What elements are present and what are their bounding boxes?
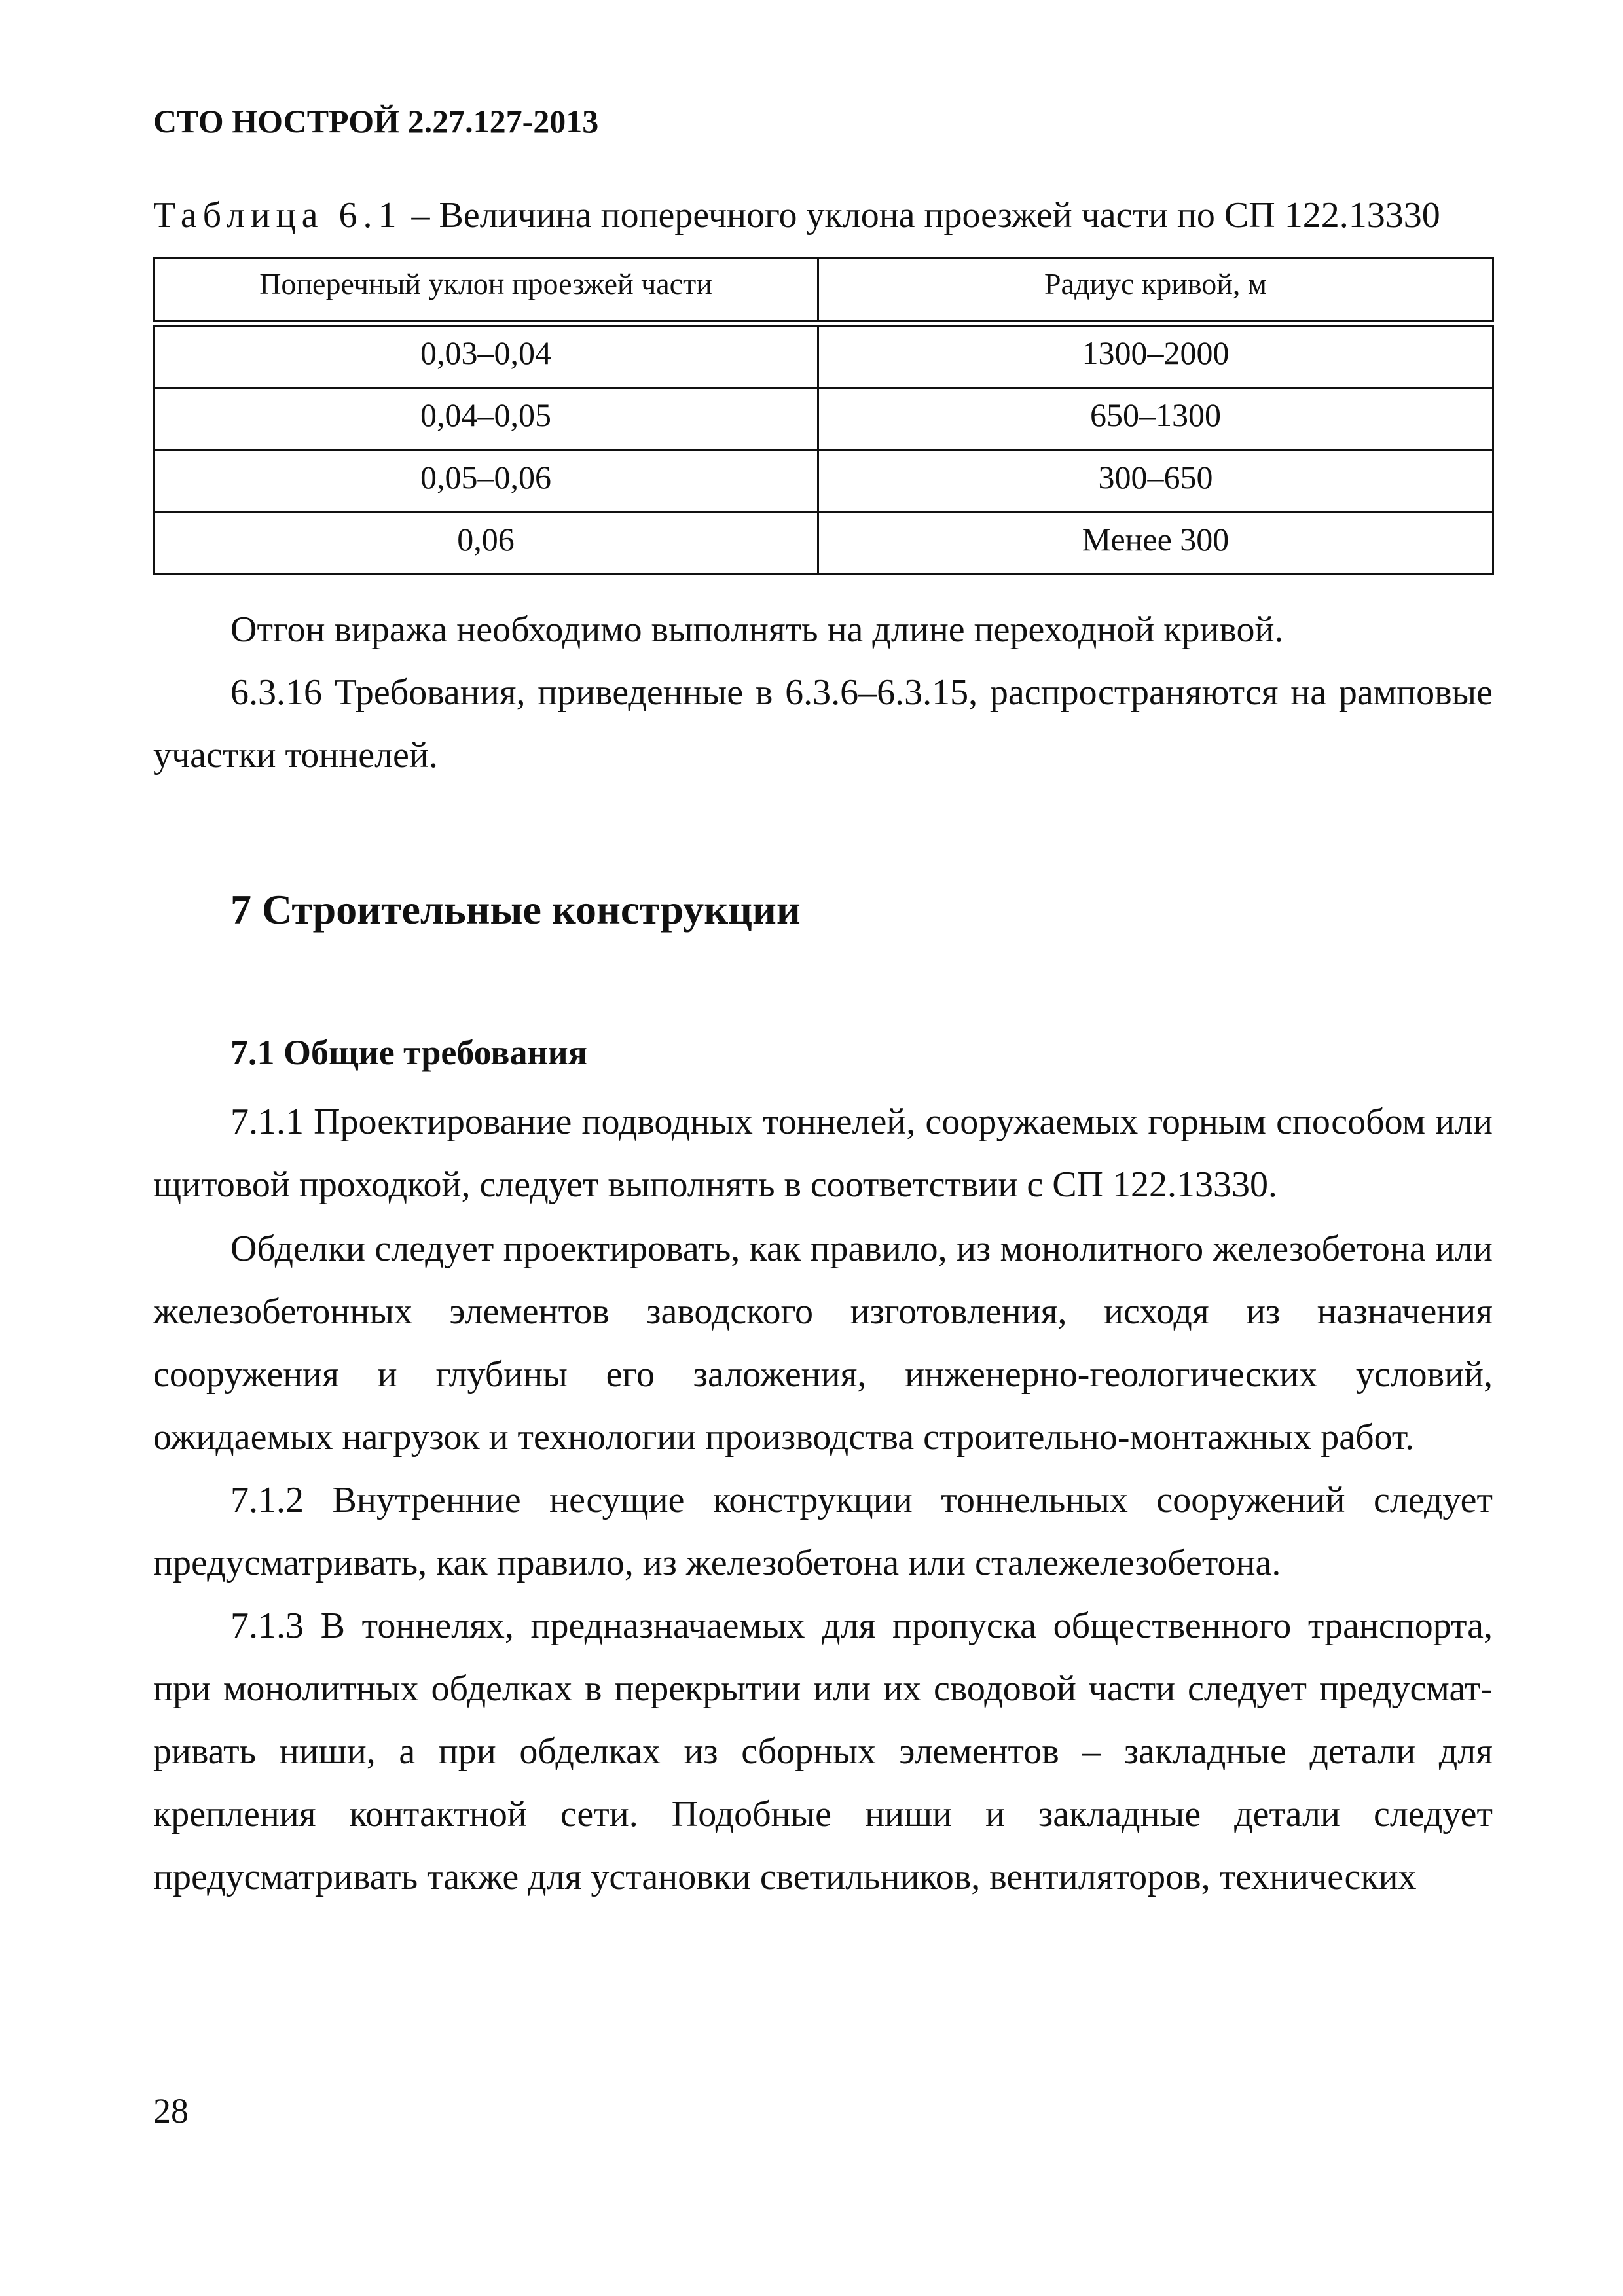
table-row (154, 450, 1493, 512)
table-cell: 0,04–0,05 (154, 388, 818, 450)
paragraph-6-3-16: 6.3.16 Требования, приведенные в 6.3.6–6.3.15, распространяются на рамповые участки тоннелей. (153, 672, 1493, 776)
table-row (154, 388, 1493, 450)
paragraph-otgon: Отгон виража необходимо выполнять на длине переходной кривой. (230, 609, 1284, 650)
slope-table-wrapper (153, 257, 1492, 575)
table-caption-text: – Величина поперечного уклона проезжей части по СП 122.13330 (402, 195, 1440, 236)
table-header-row (154, 259, 1493, 324)
table-cell: 0,06 (154, 512, 818, 575)
document-header: СТО НОСТРОЙ 2.27.127-2013 (153, 103, 599, 139)
table-caption (153, 192, 1495, 238)
column-header-radius: Радиус кривой, м (818, 259, 1493, 324)
table-cell: 300–650 (818, 450, 1493, 512)
table-cell: 0,03–0,04 (154, 323, 818, 388)
section-7-heading: 7 Строительные конструкции (230, 886, 801, 933)
table-cell: 1300–2000 (818, 323, 1493, 388)
table-row (154, 323, 1493, 388)
paragraph-7-1-3: 7.1.3 В тоннелях, предназначаемых для пропуска общественного транспорта, при монолитных обделках в перекрытии или их сводовой части следует предусматривать ниши, а при обделках из сборных элементов – закладные детали для крепления контактной сети. Подобные ниши и закладные детали следует предусматривать также для установки светильников, вентиляторов, технических (153, 1605, 1493, 1897)
section-7-1-heading: 7.1 Общие требования (230, 1033, 587, 1072)
slope-radius-table (153, 257, 1494, 575)
paragraph-obdelki: Обделки следует проектировать, как правило, из монолитного железобетона или железобетонных элементов заводского изготовления, исходя из назначения сооружения и глубины его заложения, инженерно-геологических условий, ожидаемых нагрузок и технологии производства строительно-монтажных работ. (153, 1229, 1493, 1458)
table-cell: Менее 300 (818, 512, 1493, 575)
table-caption-label: Таблица 6.1 (153, 195, 403, 236)
page-number: 28 (153, 2091, 189, 2130)
paragraph-7-1-1: 7.1.1 Проектирование подводных тоннелей, сооружаемых горным способом или щитовой проходкой, следует выполнять в соответствии с СП 122.13330. (153, 1102, 1493, 1205)
table-cell: 650–1300 (818, 388, 1493, 450)
table-cell: 0,05–0,06 (154, 450, 818, 512)
table-row (154, 512, 1493, 575)
paragraph-7-1-2: 7.1.2 Внутренние несущие конструкции тоннельных сооружений следует предусматривать, как правило, из железобетона или сталежелезобетона. (153, 1480, 1493, 1583)
column-header-slope: Поперечный уклон проезжей части (154, 259, 818, 324)
